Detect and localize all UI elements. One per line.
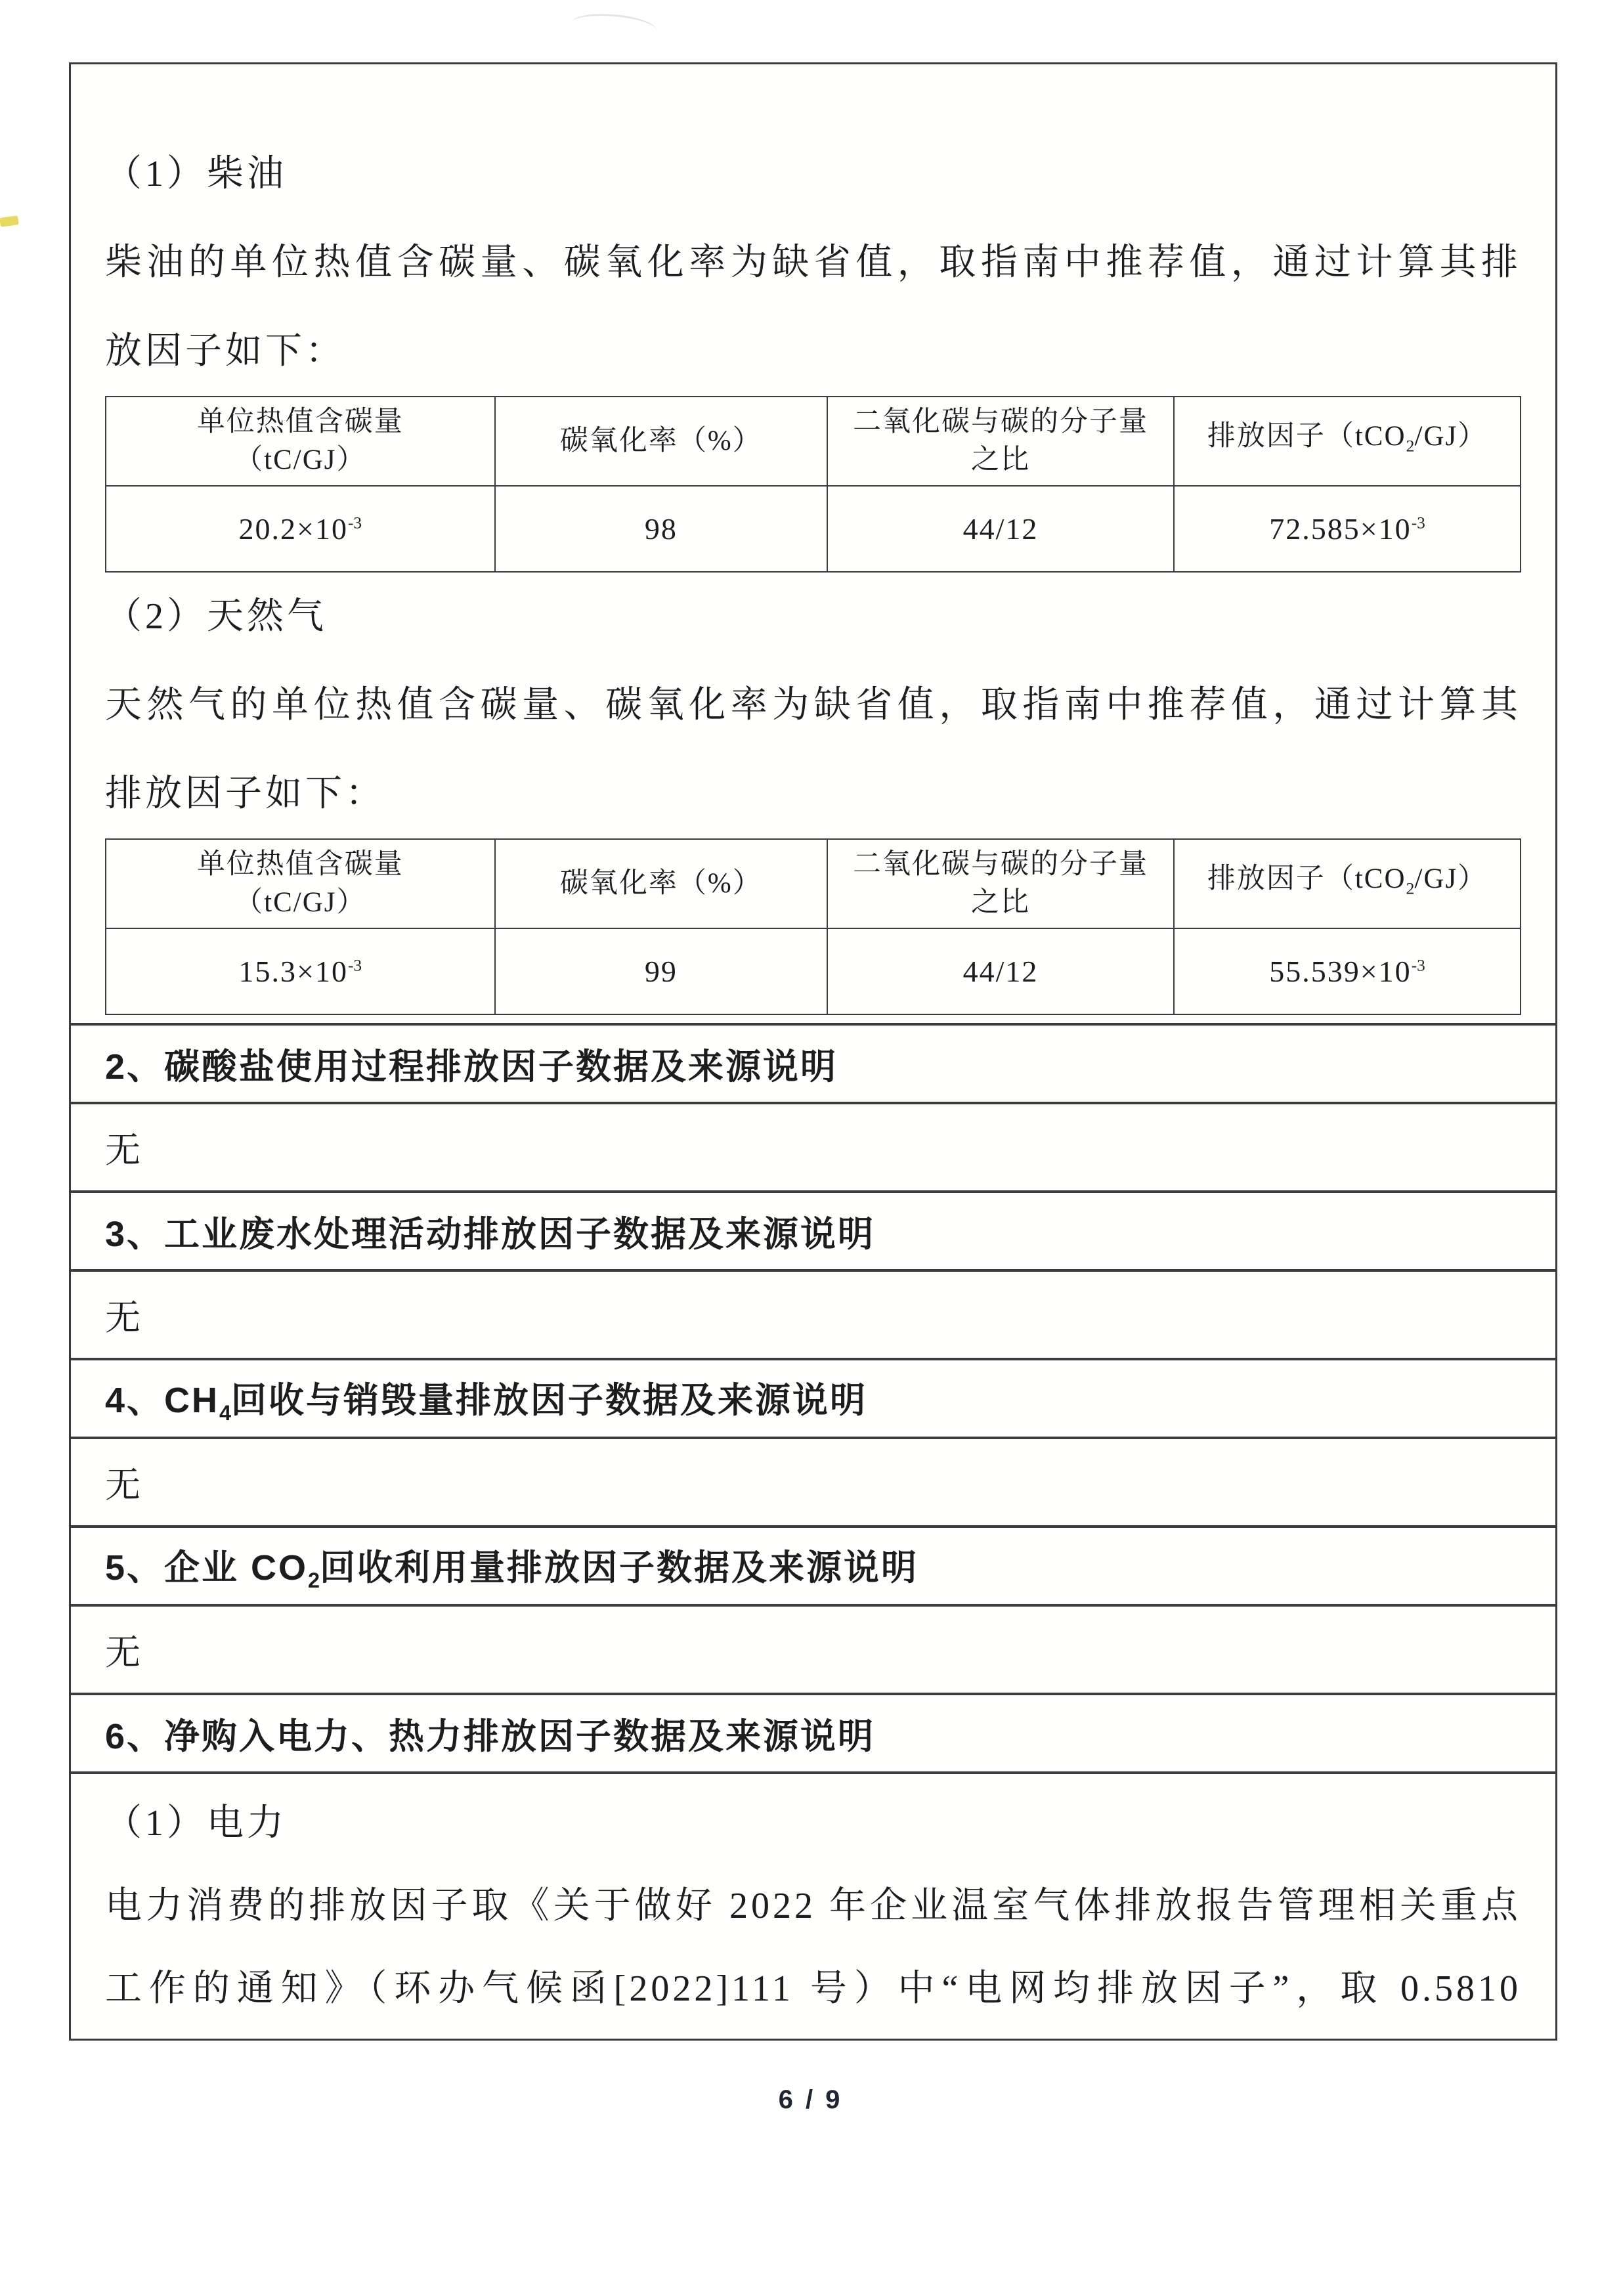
section-5-title-row [71,1525,1555,1604]
diesel-oxidation-value: 98 [495,486,827,572]
section-3-value-row [71,1269,1555,1358]
natural-gas-factor-value: $55.539\times 10^{-3}$ [1174,928,1521,1014]
scan-artifact-yellow [0,215,19,227]
emission-factor-report-table [69,62,1557,2041]
section-4-value-row [71,1437,1555,1525]
electricity-paragraph-line1: 电力消费的排放因子取《关于做好 2022 年企业温室气体排放报告管理相关重点 [105,1886,1521,1926]
diesel-paragraph-line2: 放因子如下： [105,331,345,372]
natural-gas-carbon-content-value: $15.3\times 10^{-3}$ [106,928,495,1014]
header-oxidation-rate: 碳氧化率（%） [495,839,827,928]
diesel-table-data-row [106,486,1521,572]
section-2-value-row [71,1102,1555,1190]
section-6-title: 6、净购入电力、热力排放因子数据及来源说明 [105,1716,876,1756]
section-4-title: 4、$CH_4$回收与销毁量排放因子数据及来源说明 [105,1380,868,1425]
section-5-value: 无 [105,1633,142,1672]
header-oxidation-rate: 碳氧化率（%） [495,397,827,486]
section-5-title: 5、企业 $CO_2$回收利用量排放因子数据及来源说明 [105,1548,919,1592]
header-emission-factor: 排放因子（tCO$_2$/GJ） [1174,839,1521,928]
section-6-title-row [71,1693,1555,1771]
diesel-carbon-content-value: $20.2\times 10^{-3}$ [106,486,495,572]
natural-gas-oxidation-value: 99 [495,928,827,1014]
scan-artifact-curve [571,11,658,42]
diesel-factor-value: $72.585\times 10^{-3}$ [1174,486,1521,572]
header-carbon-content: 单位热值含碳量 （tC/GJ） [106,397,495,486]
natural-gas-ratio-value: 44/12 [827,928,1174,1014]
natural-gas-paragraph-line1: 天然气的单位热值含碳量、碳氧化率为缺省值，取指南中推荐值，通过计算其 [105,685,1521,726]
natural-gas-factor-table [105,838,1521,1015]
header-carbon-content: 单位热值含碳量 （tC/GJ） [106,839,495,928]
natural-gas-table-data-row [106,928,1521,1014]
section-2-value: 无 [105,1131,142,1170]
diesel-table-header-row [106,397,1521,486]
header-molecular-ratio: 二氧化碳与碳的分子量 之比 [827,839,1174,928]
diesel-paragraph-line1: 柴油的单位热值含碳量、碳氧化率为缺省值，取指南中推荐值，通过计算其排 [105,242,1521,283]
diesel-factor-table [105,396,1521,573]
page-number: 6 / 9 [778,2085,843,2114]
header-emission-factor: 排放因子（tCO$_2$/GJ） [1174,397,1521,486]
section-5-value-row [71,1604,1555,1693]
fuel-emission-factor-block [71,64,1555,1023]
natural-gas-paragraph-line2: 排放因子如下： [105,773,385,814]
section-3-title: 3、工业废水处理活动排放因子数据及来源说明 [105,1214,876,1254]
header-molecular-ratio: 二氧化碳与碳的分子量 之比 [827,397,1174,486]
electricity-paragraph-line2: 工作的通知》（环办气候函[2022]111 号）中“电网均排放因子”，取 0.5810 [105,1968,1521,2009]
section-4-title-row [71,1358,1555,1437]
section-4-value: 无 [105,1465,142,1505]
section-2-title: 2、碳酸盐使用过程排放因子数据及来源说明 [105,1047,838,1087]
electricity-block [71,1771,1555,2030]
section-2-title-row [71,1023,1555,1102]
electricity-heading: （1）电力 [105,1803,287,1844]
section-3-value: 无 [105,1298,142,1337]
natural-gas-heading: （2）天然气 [105,596,327,637]
section-3-title-row [71,1190,1555,1269]
natural-gas-table-header-row [106,839,1521,928]
diesel-heading: （1）柴油 [105,154,287,194]
diesel-ratio-value: 44/12 [827,486,1174,572]
